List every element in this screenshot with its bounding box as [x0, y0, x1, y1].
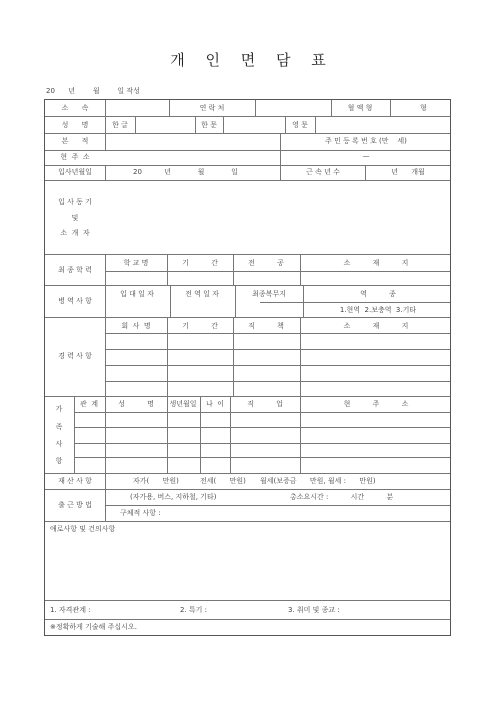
education-major-header: 전 공	[248, 259, 284, 267]
family-relation-header: 관 계	[80, 400, 98, 408]
interview-form	[44, 99, 451, 636]
education-label: 최 종 학 력	[58, 266, 92, 274]
career-location-header: 소 재 지	[343, 322, 409, 330]
blood-type-label: 혈 액 형	[347, 104, 373, 112]
family-address-header: 현 주 소	[343, 400, 409, 408]
qualifications-label: 1. 자격관계 :	[50, 606, 91, 614]
special-skill-label: 2. 특기 :	[180, 606, 208, 614]
career-period-header: 기 간	[182, 322, 218, 330]
education-school-header: 학 교 명	[123, 259, 149, 267]
years-of-service-label: 근 속 년 수	[306, 168, 340, 176]
property-monthly: 월세(보증금 만원, 월세 : 만원)	[260, 477, 376, 485]
origin-label: 본 적	[61, 137, 89, 145]
commute-details: 구체적 사항 :	[120, 509, 161, 517]
career-label: 경 력 사 항	[58, 352, 92, 360]
name-hanja-label: 한 문	[201, 121, 217, 129]
years-of-service-value: 년 개월	[391, 168, 425, 176]
address-label: 현 주 소	[60, 153, 90, 161]
resident-number-dash: —	[362, 152, 370, 160]
family-label-2: 족	[55, 423, 63, 431]
join-date-value: 20 년 월 일	[133, 168, 238, 176]
written-date: 20 년 월 일 작성	[46, 87, 140, 95]
commute-time: 총소요시간 : 시간 분	[290, 493, 394, 501]
military-branch-header: 최종복무지	[252, 290, 286, 298]
property-label: 재 산 사 항	[58, 477, 92, 485]
join-date-label: 입사년월일	[58, 168, 92, 176]
affiliation-label: 소 속	[61, 104, 89, 112]
motive-label-line2: 및	[71, 214, 79, 222]
military-service-header: 역 종	[360, 290, 396, 298]
family-label-4: 항	[55, 457, 63, 465]
hobby-religion-label: 3. 취미 및 종교 :	[288, 606, 340, 614]
property-own: 자가( 만원)	[133, 477, 179, 485]
motive-label-line1: 입 사 동 기	[58, 198, 92, 206]
property-jeonse: 전세( 만원)	[200, 477, 246, 485]
blood-type-suffix: 형	[420, 104, 427, 112]
career-company-header: 회 사 명	[121, 322, 151, 330]
family-birth-header: 생년월일	[169, 400, 197, 408]
resident-number-label: 주 민 등 록 번 호 (만 세)	[325, 137, 407, 145]
family-age-header: 나 이	[206, 400, 224, 408]
military-discharge-header: 전 역 일 자	[185, 290, 219, 298]
military-label: 병 역 사 항	[58, 297, 92, 305]
career-position-header: 직 책	[248, 322, 284, 330]
family-label-1: 가	[55, 405, 63, 413]
name-korean-label: 한 글	[112, 121, 128, 129]
education-location-header: 소 재 지	[343, 259, 409, 267]
name-label: 성 명	[61, 121, 89, 129]
military-service-options: 1.현역 2.보충역 3.기타	[339, 306, 417, 314]
instruction-note: ※정확하게 기술해 주십시오.	[50, 623, 137, 631]
name-english-label: 영 문	[292, 121, 308, 129]
form-title: 개 인 면 담 표	[170, 51, 334, 69]
military-enlist-header: 입 대 일 자	[120, 290, 154, 298]
difficulties-label: 애로사항 및 건의사항	[50, 525, 116, 533]
family-job-header: 직 업	[247, 400, 283, 408]
commute-label: 출 근 방 법	[58, 501, 92, 509]
family-label-3: 사	[55, 440, 63, 448]
motive-label-line3: 소 개 자	[60, 229, 90, 237]
education-period-header: 기 간	[182, 259, 218, 267]
commute-means: (자가용, 버스, 지하철, 기타)	[130, 493, 217, 501]
contact-label: 연 락 처	[199, 104, 225, 112]
family-name-header: 성 명	[118, 400, 154, 408]
